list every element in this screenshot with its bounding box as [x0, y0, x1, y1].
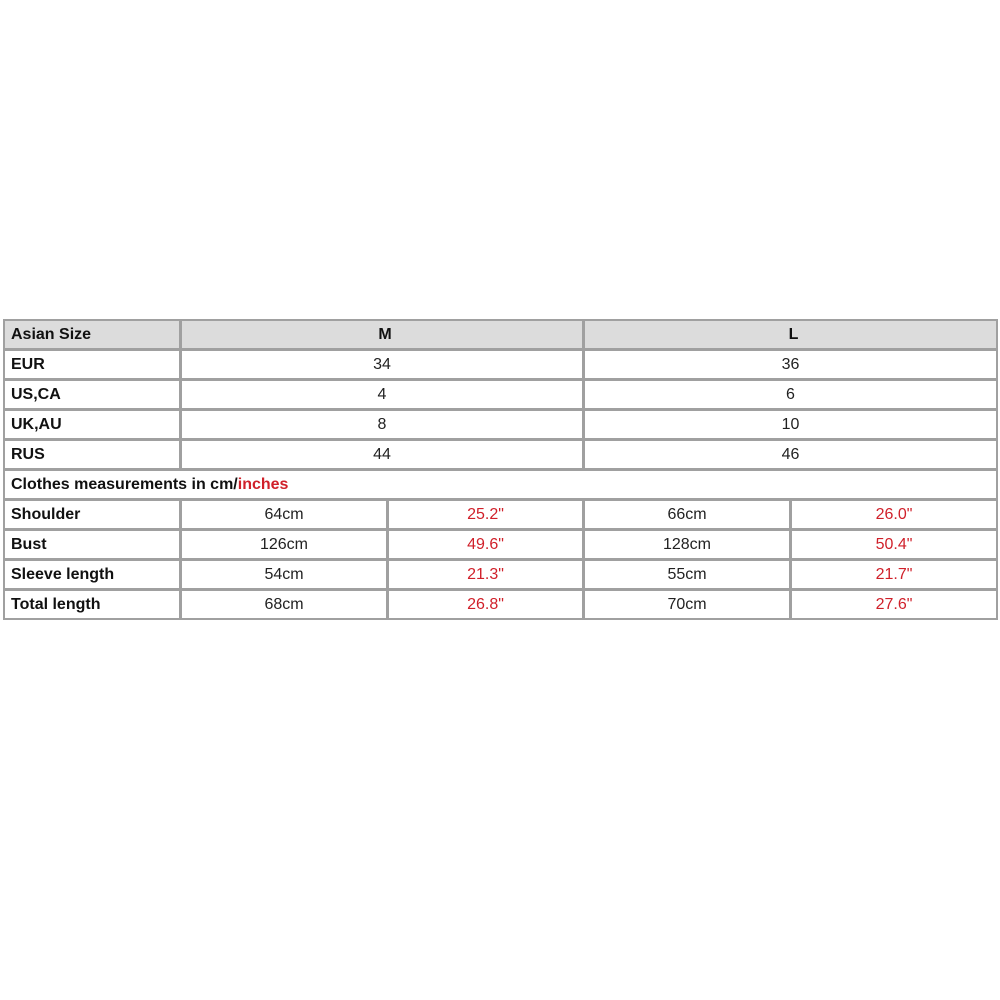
measure-row-label: Sleeve length: [3, 559, 181, 590]
measure-value-inches: 27.6": [790, 589, 998, 620]
size-value-l: 6: [583, 379, 998, 410]
measure-row-label: Total length: [3, 589, 181, 620]
measure-value-inches: 50.4": [790, 529, 998, 560]
size-value-m: 4: [180, 379, 584, 410]
size-header-l: L: [583, 319, 998, 350]
measurements-title-text: Clothes measurements in cm/: [11, 475, 238, 493]
measure-value-cm: 70cm: [583, 589, 791, 620]
measure-value-cm: 55cm: [583, 559, 791, 590]
measure-value-inches: 21.7": [790, 559, 998, 590]
size-value-l: 36: [583, 349, 998, 380]
measurements-title-inches: inches: [237, 475, 289, 493]
size-value-m: 8: [180, 409, 584, 440]
measurements-title: [3, 469, 998, 500]
size-value-l: 10: [583, 409, 998, 440]
size-value-m: 34: [180, 349, 584, 380]
measure-value-cm: 64cm: [180, 499, 388, 530]
size-value-l: 46: [583, 439, 998, 470]
header-label: Asian Size: [3, 319, 181, 350]
size-row-label: US,CA: [3, 379, 181, 410]
measure-value-inches: 26.8": [387, 589, 584, 620]
measure-value-inches: 49.6": [387, 529, 584, 560]
measure-value-cm: 66cm: [583, 499, 791, 530]
measure-value-inches: 26.0": [790, 499, 998, 530]
size-header-m: M: [180, 319, 584, 350]
measure-value-cm: 128cm: [583, 529, 791, 560]
measure-value-cm: 126cm: [180, 529, 388, 560]
measure-row-label: Shoulder: [3, 499, 181, 530]
measure-value-inches: 21.3": [387, 559, 584, 590]
measure-value-cm: 68cm: [180, 589, 388, 620]
size-row-label: UK,AU: [3, 409, 181, 440]
measure-value-inches: 25.2": [387, 499, 584, 530]
measure-row-label: Bust: [3, 529, 181, 560]
size-row-label: EUR: [3, 349, 181, 380]
size-value-m: 44: [180, 439, 584, 470]
measure-value-cm: 54cm: [180, 559, 388, 590]
size-row-label: RUS: [3, 439, 181, 470]
